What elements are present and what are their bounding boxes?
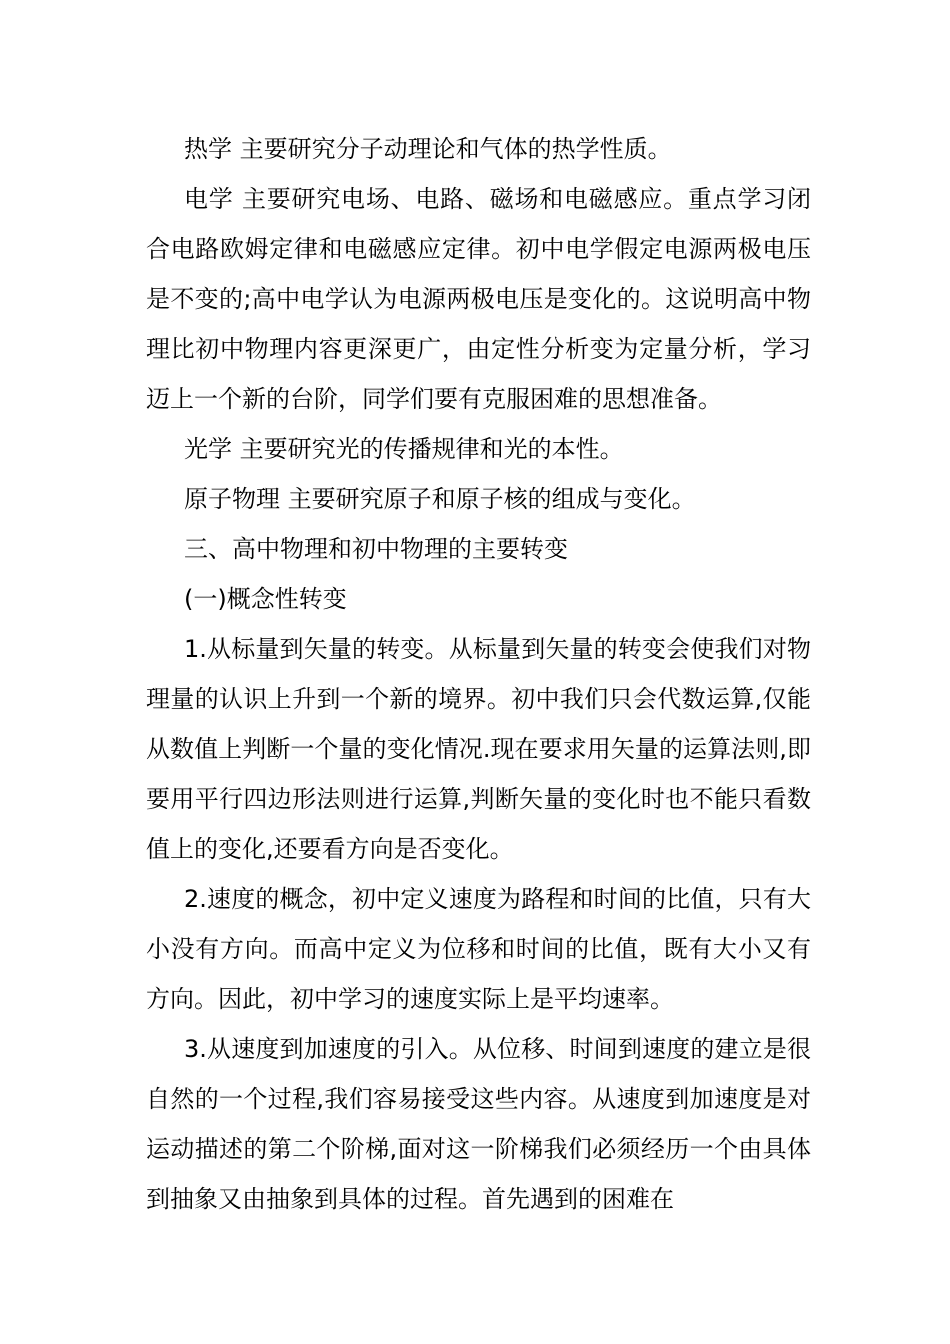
subsection-heading: (一)概念性转变	[184, 585, 347, 613]
section-heading: 三、高中物理和初中物理的主要转变	[184, 535, 568, 563]
paragraph-item-2: 2.速度的概念，初中定义速度为路程和时间的比值，只有大小没有方向。而高中定义为位移和时间的比值，既有大小又有方向。因此，初中学习的速度实际上是平均速率。	[146, 885, 811, 1013]
paragraph-item-1: 1.从标量到矢量的转变。从标量到矢量的转变会使我们对物理量的认识上升到一个新的境界。初中我们只会代数运算,仅能从数值上判断一个量的变化情况.现在要求用矢量的运算法则,即要用平行四边形法则进行运算,判断矢量的变化时也不能只看数值上的变化,还要看方向是否变化。	[146, 635, 811, 863]
paragraph-heat: 热学 主要研究分子动理论和气体的热学性质。	[184, 135, 672, 163]
paragraph-electricity: 电学 主要研究电场、电路、磁场和电磁感应。重点学习闭合电路欧姆定律和电磁感应定律。初中电学假定电源两极电压是不变的;高中电学认为电源两极电压是变化的。这说明高中物理比初中物理内容更深更广，由定性分析变为定量分析，学习迈上一个新的台阶，同学们要有克服困难的思想准备。	[146, 185, 811, 413]
paragraph-optics: 光学 主要研究光的传播规律和光的本性。	[184, 435, 624, 463]
document-body	[146, 124, 811, 1224]
paragraph-atomic-physics: 原子物理 主要研究原子和原子核的组成与变化。	[184, 485, 696, 513]
paragraph-item-3: 3.从速度到加速度的引入。从位移、时间到速度的建立是很自然的一个过程,我们容易接受这些内容。从速度到加速度是对运动描述的第二个阶梯,面对这一阶梯我们必须经历一个由具体到抽象又由抽象到具体的过程。首先遇到的困难在	[146, 1035, 811, 1213]
